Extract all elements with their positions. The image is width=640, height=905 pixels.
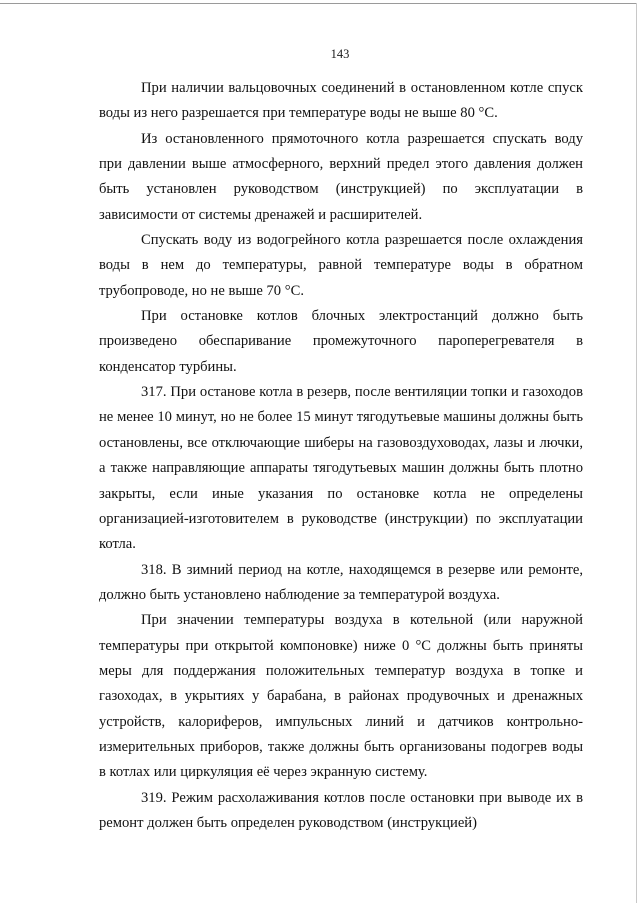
page-right-edge [636, 3, 637, 903]
page-number: 143 [330, 47, 350, 61]
paragraph-once-through-boiler: Из остановленного прямоточного котла разрешается спускать воду при давлении выше атмосферного, верхний предел этого давления должен быть установлен руководством (инструкцией) по эксплуатации в зависимости от системы дренажей и расширителей. [99, 130, 583, 223]
paragraph-317: 317. При останове котла в резерв, после вентиляции топки и газоходов не менее 10 минут, но не более 15 минут тягодутьевые машины должны быть остановлены, все отключающие шиберы на газовоздуховодах, лазы и лючки, а также направляющие аппараты тягодутьевых машин должны быть плотно закрыты, если иные указания по остановке котла не определены организацией-изготовителем в руководстве (инструкции) по эксплуатации котла. [99, 384, 583, 553]
page-top-edge [0, 3, 636, 4]
body-text [99, 76, 583, 836]
paragraph-rolled-joints: При наличии вальцовочных соединений в остановленном котле спуск воды из него разрешается при температуре воды не выше 80 °С. [99, 80, 583, 122]
paragraph-block-power-plants: При остановке котлов блочных электростанций должно быть произведено обеспаривание промежуточного пароперегревателя в конденсатор турбины. [99, 308, 583, 375]
paragraph-hot-water-boiler: Спускать воду из водогрейного котла разрешается после охлаждения воды в нем до температуры, равной температуре воды в обратном трубопроводе, но не выше 70 °С. [99, 232, 583, 299]
paragraph-318: 318. В зимний период на котле, находящемся в резерве или ремонте, должно быть установлено наблюдение за температурой воздуха. [99, 561, 583, 603]
paragraph-air-temperature: При значении температуры воздуха в котельной (или наружной температуры при открытой компоновке) ниже 0 °С должны быть приняты меры для поддержания положительных температур воздуха в топке и газоходах, в укрытиях у барабана, в районах продувочных и дренажных устройств, калориферов, импульсных линий и датчиков контрольно-измерительных приборов, также должны быть организованы подогрев воды в котлах или циркуляция её через экранную систему. [99, 612, 583, 781]
paragraph-319: 319. Режим расхолаживания котлов после остановки при выводе их в ремонт должен быть определен руководством (инструкцией) [99, 789, 583, 831]
